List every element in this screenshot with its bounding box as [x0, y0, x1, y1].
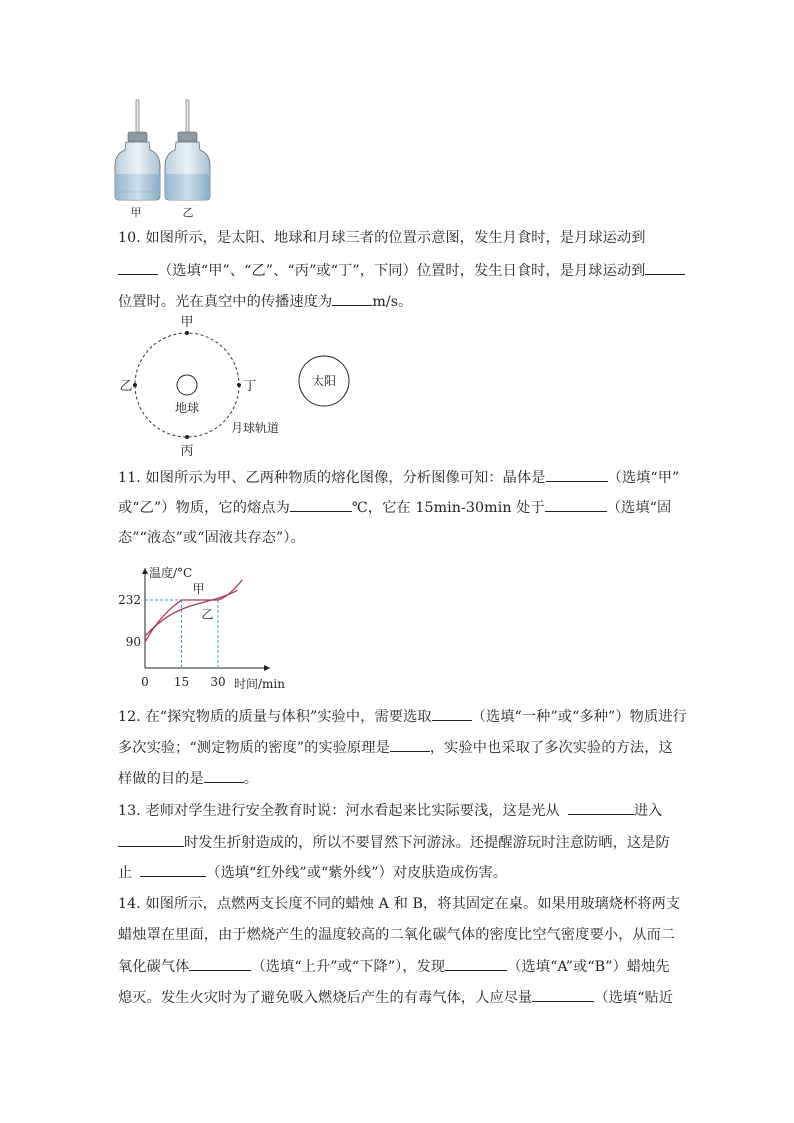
earth-label: 地球: [174, 401, 200, 415]
bottle-label-yi: 乙: [182, 206, 194, 219]
bottle-right: [165, 100, 210, 200]
orbit-label-ding: 丁: [243, 379, 257, 394]
q11-line1: [118, 467, 679, 488]
x-axis-label: 时间/min: [234, 677, 285, 691]
q13-blank-2[interactable]: [118, 832, 184, 847]
q14-line4-after: （选填“贴近: [594, 990, 674, 1006]
q13-line1: [118, 800, 662, 821]
q11-line1-text: 11. 如图所示为甲、乙两种物质的熔化图像，分析图像可知：晶体是: [118, 470, 546, 486]
orbit-label-jia: 甲: [180, 315, 194, 330]
q14-line3: [118, 956, 670, 977]
q14-line2: 蜡烛罩在里面，由于燃烧产生的温度较高的二氧化碳气体的密度比空气密度要小，从而二: [118, 927, 676, 943]
x-tick-15: 15: [173, 675, 190, 689]
orbit-diagram: [112, 312, 362, 460]
orbit-label-bing: 丙: [180, 444, 194, 459]
q12-line2-text: 多次实验；“测定物质的密度”的实验原理是: [118, 740, 390, 756]
q14-blank-3[interactable]: [532, 987, 594, 1002]
position-ding-dot: [237, 383, 241, 387]
position-jia-dot: [185, 331, 189, 335]
q14-blank-2[interactable]: [445, 956, 507, 971]
series-label-yi: 乙: [201, 607, 214, 622]
x-axis-arrow: [264, 665, 270, 671]
melting-chart: [118, 560, 298, 692]
q13-line2: [118, 832, 670, 853]
q10-unit: m/s。: [372, 294, 413, 310]
q12-line3-after: 。: [243, 771, 259, 787]
q11-line2-text: 或“乙”）物质，它的熔点为: [118, 500, 290, 516]
orbit-label-yi: 乙: [119, 379, 133, 394]
q13-line1-text: 13. 老师对学生进行安全教育时说：河水看起来比实际要浅，这是光从: [118, 803, 560, 819]
q14-line3-mid: （选填“上升”或“下降”），发现: [251, 959, 446, 975]
orbit-label: 月球轨道: [230, 421, 280, 435]
q10-blank-2[interactable]: [645, 260, 685, 275]
q13-line3: [118, 862, 507, 883]
q11-line2-mid: ℃，它在 15min-30min 处于: [351, 500, 545, 516]
y-tick-232: 232: [118, 593, 141, 607]
q14-line1: 14. 如图所示，点燃两支长度不同的蜡烛 A 和 B，将其固定在桌。如果用玻璃烧杯将两支: [118, 896, 681, 912]
q13-blank-1[interactable]: [568, 800, 634, 815]
q10-blank-3[interactable]: [332, 291, 372, 306]
q10-line2: [118, 260, 685, 281]
q14-blank-1[interactable]: [189, 956, 251, 971]
q10-line2-text: （选填“甲”、“乙”、“丙”或“丁”，下同）位置时，发生日食时，是月球运动到: [158, 263, 646, 279]
q10-blank-1[interactable]: [118, 260, 158, 275]
position-yi-dot: [133, 383, 137, 387]
q11-line2: [118, 497, 671, 518]
q14-line3-text: 氧化碳气体: [118, 959, 190, 975]
q12-blank-1[interactable]: [432, 706, 472, 721]
y-tick-90: 90: [125, 635, 141, 649]
bottles-figure: [112, 96, 222, 222]
q12-blank-3[interactable]: [204, 768, 244, 783]
q12-line1: [118, 706, 687, 727]
q12-line2-after: ，实验中也采取了多次实验的方法，这: [429, 740, 673, 756]
q13-line3-after: （选填“红外线”或“紫外线”）对皮肤造成伤害。: [206, 865, 508, 881]
q10-line1: 10. 如图所示，是太阳、地球和月球三者的位置示意图，发生月食时，是月球运动到: [118, 230, 646, 246]
q10-line3: [118, 291, 412, 312]
q11-line1-after: （选填“甲”: [607, 470, 680, 486]
y-axis-arrow: [142, 568, 148, 574]
q14-line3-after: （选填“A”或“B”）蜡烛先: [507, 959, 670, 975]
q11-line2-after: （选填“固: [606, 500, 672, 516]
position-bing-dot: [185, 435, 189, 439]
q11-blank-1[interactable]: [546, 467, 608, 482]
q13-line1-after: 进入: [633, 803, 663, 819]
q13-blank-3[interactable]: [140, 862, 206, 877]
q12-line1-text: 12. 在“探究物质的质量与体积”实验中，需要选取: [118, 709, 432, 725]
q11-blank-3[interactable]: [545, 497, 607, 512]
q14-line4: [118, 987, 673, 1008]
series-label-jia: 甲: [192, 582, 205, 596]
q12-line3-text: 样做的目的是: [118, 771, 204, 787]
q12-line3: [118, 768, 258, 789]
sun-label: 太阳: [311, 374, 337, 388]
q10-line3-text: 位置时。光在真空中的传播速度为: [118, 294, 333, 310]
q13-line3-text: 止: [118, 865, 133, 881]
q14-line4-text: 熄灭。发生火灾时为了避免吸入燃烧后产生的有毒气体，人应尽量: [118, 990, 533, 1006]
q12-line2: [118, 737, 673, 758]
q11-blank-2[interactable]: [290, 497, 352, 512]
x-tick-30: 30: [210, 675, 226, 689]
q12-line1-after: （选填“一种”或“多种”）物质进行: [471, 709, 687, 725]
y-axis-label: 温度/°C: [149, 566, 193, 580]
q12-blank-2[interactable]: [390, 737, 430, 752]
bottle-left: [115, 100, 160, 200]
earth-circle: [177, 375, 197, 395]
bottle-label-jia: 甲: [130, 206, 142, 219]
q11-line3: 态”“液态”或“固液共存态”）。: [118, 530, 305, 546]
q13-line2-after: 时发生折射造成的，所以不要冒然下河游泳。还提醒游玩时注意防晒，这是防: [184, 835, 670, 851]
x-tick-0: 0: [141, 675, 149, 689]
